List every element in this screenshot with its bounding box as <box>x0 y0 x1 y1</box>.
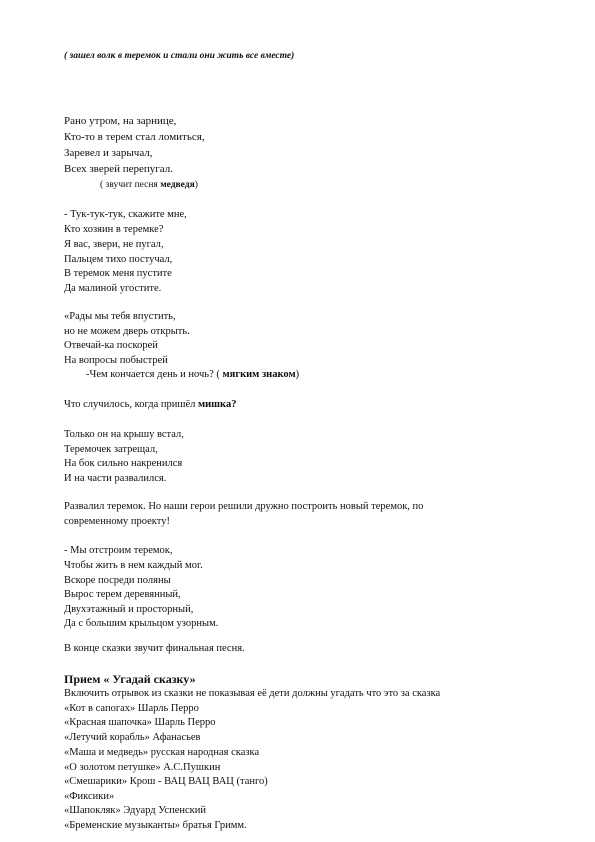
verse-line: Я вас, звери, не пугал, <box>64 239 164 250</box>
list-item: «Шапокляк» Эдуард Успенский <box>64 805 206 816</box>
verse-line: На бок сильно накренился <box>64 458 183 469</box>
stage-note-bear-song <box>100 181 198 191</box>
verse-line: Только он на крышу встал, <box>64 429 184 440</box>
final-song-note: В конце сказки звучит финальная песня. <box>64 643 245 654</box>
riddle-question-text: -Чем кончается день и ночь? ( <box>86 369 223 380</box>
question-bear-text: Что случилось, когда пришёл <box>64 399 198 410</box>
verse-line: Теремочек затрещал, <box>64 444 158 455</box>
verse-line: Кто хозяин в теремке? <box>64 224 164 235</box>
list-item: «Маша и медведь» русская народная сказка <box>64 747 260 758</box>
stage-note-prefix: ( звучит песня <box>100 180 161 190</box>
paragraph-line: Развалил теремок. Но наши герои решили дружно построить новый теремок, по <box>64 501 424 512</box>
verse-line: Чтобы жить в нем каждый мог. <box>64 560 203 571</box>
verse-line: Вырос терем деревянный, <box>64 589 181 600</box>
list-item: «Кот в сапогах» Шарль Перро <box>64 703 199 714</box>
verse-line: Вскоре посреди поляны <box>64 575 171 586</box>
riddle-question <box>86 370 299 381</box>
section-intro: Включить отрывок из сказки не показывая её дети должны угадать что это за сказка <box>64 688 441 699</box>
verse-line: Двухэтажный и просторный, <box>64 604 194 615</box>
question-bear-bold: мишка? <box>197 399 237 410</box>
riddle-answer: мягким знаком <box>222 369 296 380</box>
stage-note-wolf: ( зашел волк в теремок и стали они жить все вместе) <box>64 51 295 61</box>
verse-line: «Рады мы тебя впустить, <box>64 311 176 322</box>
paragraph-line: современному проекту! <box>64 516 170 527</box>
question-bear <box>64 400 236 411</box>
verse-line: В теремок меня пустите <box>64 268 172 279</box>
verse-line: Заревел и зарычал, <box>64 147 153 159</box>
verse-line: Рано утром, на зарнице, <box>64 115 177 127</box>
list-item: «Смешарики» Крош - ВАЦ ВАЦ ВАЦ (танго) <box>64 776 268 787</box>
verse-line: - Тук-тук-тук, скажите мне, <box>64 209 187 220</box>
verse-line: - Мы отстроим теремок, <box>64 545 173 556</box>
verse-line: но не можем дверь открыть. <box>64 326 190 337</box>
verse-line: И на части развалился. <box>64 473 167 484</box>
stage-note-suffix: ) <box>194 180 198 190</box>
verse-line: Пальцем тихо постучал, <box>64 254 173 265</box>
list-item: «Летучий корабль» Афанасьев <box>64 732 201 743</box>
riddle-question-suffix: ) <box>295 369 300 380</box>
list-item: «Бременские музыканты» братья Гримм. <box>64 820 247 831</box>
list-item: «Фиксики» <box>64 791 115 802</box>
stage-note-bold: медведя <box>160 180 195 190</box>
verse-line: Да малиной угостите. <box>64 283 162 294</box>
list-item: «О золотом петушке» А.С.Пушкин <box>64 762 221 773</box>
verse-line: Да с большим крыльцом узорным. <box>64 618 219 629</box>
list-item: «Красная шапочка» Шарль Перро <box>64 717 216 728</box>
verse-line: Всех зверей перепугал. <box>64 163 173 175</box>
verse-line: Кто-то в терем стал ломиться, <box>64 131 205 143</box>
verse-line: Отвечай-ка поскорей <box>64 340 158 351</box>
section-heading: Прием « Угадай сказку» <box>64 672 196 686</box>
verse-line: На вопросы побыстрей <box>64 355 168 366</box>
